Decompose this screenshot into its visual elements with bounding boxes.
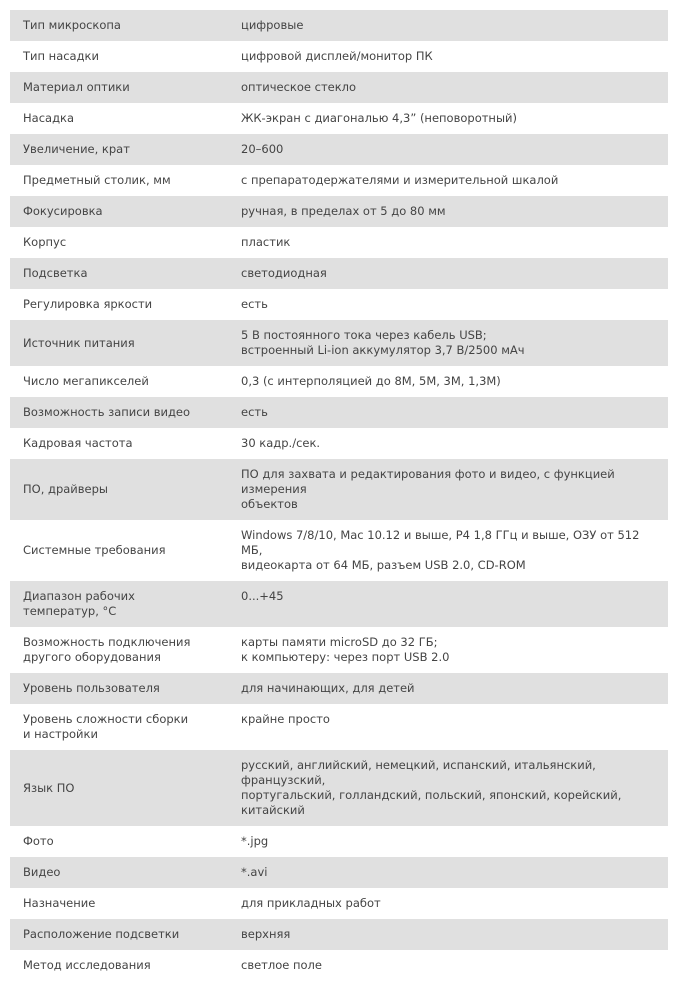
spec-row xyxy=(10,165,668,196)
spec-label-line: Возможность подключения xyxy=(23,635,191,649)
spec-label xyxy=(10,581,231,627)
spec-value xyxy=(231,520,668,581)
spec-value-line: крайне просто xyxy=(241,712,330,726)
spec-value-line: ручная, в пределах от 5 до 80 мм xyxy=(241,204,446,218)
spec-label xyxy=(10,196,231,227)
spec-row xyxy=(10,134,668,165)
spec-value-line: пластик xyxy=(241,235,291,249)
spec-value xyxy=(231,134,668,165)
spec-row xyxy=(10,627,668,673)
spec-row xyxy=(10,227,668,258)
spec-label xyxy=(10,134,231,165)
spec-value xyxy=(231,627,668,673)
spec-value xyxy=(231,196,668,227)
spec-row xyxy=(10,459,668,520)
spec-value-line: светодиодная xyxy=(241,266,327,280)
spec-row xyxy=(10,397,668,428)
spec-value-line: цифровые xyxy=(241,18,304,32)
spec-label xyxy=(10,165,231,196)
spec-label xyxy=(10,41,231,72)
spec-label-line: Фокусировка xyxy=(23,204,103,218)
spec-label xyxy=(10,320,231,366)
spec-value-line: цифровой дисплей/монитор ПК xyxy=(241,49,433,63)
spec-row xyxy=(10,10,668,41)
spec-label-line: Тип насадки xyxy=(23,49,99,63)
spec-label-line: Насадка xyxy=(23,111,75,125)
spec-label xyxy=(10,258,231,289)
spec-value-line: 20–600 xyxy=(241,142,284,156)
spec-label-line: Источник питания xyxy=(23,335,135,350)
spec-value-line: есть xyxy=(241,297,268,311)
spec-value xyxy=(231,103,668,134)
spec-value-line: 0,3 (с интерполяцией до 8М, 5М, 3М, 1,3М) xyxy=(241,374,501,388)
spec-row xyxy=(10,289,668,320)
spec-label xyxy=(10,103,231,134)
spec-value-line: португальский, голландский, польский, японский, корейский, китайский xyxy=(241,788,622,817)
spec-label-line: Возможность записи видео xyxy=(23,405,191,419)
spec-label xyxy=(10,289,231,320)
spec-value-line: ПО для захвата и редактирования фото и видео, с функцией измерения xyxy=(241,467,615,496)
spec-label xyxy=(10,673,231,704)
spec-value xyxy=(231,857,668,888)
spec-row xyxy=(10,950,668,981)
spec-label-line: другого оборудования xyxy=(23,650,161,664)
spec-row xyxy=(10,888,668,919)
spec-label-line: Уровень пользователя xyxy=(23,681,160,695)
spec-value-line: к компьютеру: через порт USB 2.0 xyxy=(241,650,450,664)
spec-label xyxy=(10,366,231,397)
spec-label xyxy=(10,10,231,41)
spec-value xyxy=(231,673,668,704)
spec-value-line: объектов xyxy=(241,497,298,511)
spec-value xyxy=(231,72,668,103)
spec-value xyxy=(231,950,668,981)
spec-label-line: Увеличение, крат xyxy=(23,142,130,156)
spec-row xyxy=(10,428,668,459)
spec-row xyxy=(10,72,668,103)
spec-value-line: с препаратодержателями и измерительной шкалой xyxy=(241,173,559,187)
spec-label-line: ПО, драйверы xyxy=(23,482,109,496)
spec-value-line: для начинающих, для детей xyxy=(241,681,415,695)
spec-label-line: Диапазон рабочих xyxy=(23,589,135,603)
spec-label xyxy=(10,888,231,919)
spec-value xyxy=(231,10,668,41)
spec-value xyxy=(231,704,668,750)
spec-value-line: ЖК-экран с диагональю 4,3” (неповоротный) xyxy=(241,111,517,125)
spec-value-line: 5 В постоянного тока через кабель USB; xyxy=(241,328,487,342)
spec-label-line: Видео xyxy=(23,865,61,879)
spec-value-line: светлое поле xyxy=(241,958,322,972)
spec-value xyxy=(231,258,668,289)
spec-label-line: Уровень сложности сборки xyxy=(23,712,189,726)
specifications-table xyxy=(10,10,668,981)
spec-label-line: температур, °C xyxy=(23,604,117,618)
spec-label-line: Подсветка xyxy=(23,266,88,280)
spec-label xyxy=(10,950,231,981)
spec-label-line: Корпус xyxy=(23,235,67,249)
spec-value-line: 0...+45 xyxy=(241,589,284,603)
spec-row xyxy=(10,320,668,366)
spec-value xyxy=(231,428,668,459)
spec-label xyxy=(10,72,231,103)
spec-value-line: для прикладных работ xyxy=(241,896,381,910)
spec-value xyxy=(231,165,668,196)
spec-value-line: встроенный Li-ion аккумулятор 3,7 В/2500 мАч xyxy=(241,343,525,357)
spec-row xyxy=(10,366,668,397)
spec-label xyxy=(10,750,231,826)
spec-row xyxy=(10,826,668,857)
spec-value xyxy=(231,826,668,857)
spec-value xyxy=(231,750,668,826)
spec-value-line: русский, английский, немецкий, испанский, итальянский, французский, xyxy=(241,758,596,787)
spec-label-line: Системные требования xyxy=(23,543,166,557)
spec-label-line: Кадровая частота xyxy=(23,436,133,450)
spec-label-line: Тип микроскопа xyxy=(23,18,121,32)
spec-row xyxy=(10,196,668,227)
spec-label xyxy=(10,627,231,673)
spec-value xyxy=(231,320,668,366)
spec-value-line: *.jpg xyxy=(241,834,269,848)
spec-row xyxy=(10,103,668,134)
spec-row xyxy=(10,581,668,627)
spec-label xyxy=(10,428,231,459)
spec-value-line: есть xyxy=(241,405,268,419)
spec-value xyxy=(231,397,668,428)
spec-row xyxy=(10,704,668,750)
spec-label-line: Число мегапикселей xyxy=(23,374,149,388)
spec-value xyxy=(231,227,668,258)
spec-label xyxy=(10,520,231,581)
spec-label xyxy=(10,857,231,888)
spec-label-line: Предметный столик, мм xyxy=(23,173,171,187)
spec-row xyxy=(10,673,668,704)
spec-value-line: видеокарта от 64 МБ, разъем USB 2.0, CD-ROM xyxy=(241,558,526,572)
spec-value-line: карты памяти microSD до 32 ГБ; xyxy=(241,635,438,649)
spec-label-line: Материал оптики xyxy=(23,80,130,94)
spec-label xyxy=(10,826,231,857)
spec-row xyxy=(10,750,668,826)
spec-label xyxy=(10,459,231,520)
spec-row xyxy=(10,258,668,289)
spec-row xyxy=(10,41,668,72)
spec-row xyxy=(10,520,668,581)
spec-value-line: оптическое стекло xyxy=(241,80,357,94)
spec-value-line: *.avi xyxy=(241,865,268,879)
spec-label-line: Назначение xyxy=(23,896,96,910)
spec-value-line: верхняя xyxy=(241,927,291,941)
spec-label-line: Язык ПО xyxy=(23,780,75,795)
spec-value xyxy=(231,289,668,320)
spec-label-line: Фото xyxy=(23,834,54,848)
spec-label xyxy=(10,227,231,258)
spec-label-line: и настройки xyxy=(23,727,98,741)
spec-label xyxy=(10,704,231,750)
spec-value xyxy=(231,366,668,397)
spec-value xyxy=(231,41,668,72)
spec-value xyxy=(231,888,668,919)
spec-value xyxy=(231,459,668,520)
specifications-body xyxy=(10,10,668,981)
spec-row xyxy=(10,857,668,888)
spec-value-line: 30 кадр./сек. xyxy=(241,436,321,450)
spec-label xyxy=(10,397,231,428)
spec-label-line: Регулировка яркости xyxy=(23,297,153,311)
spec-label-line: Расположение подсветки xyxy=(23,927,180,941)
spec-label-line: Метод исследования xyxy=(23,958,151,972)
spec-value-line: Windows 7/8/10, Mac 10.12 и выше, P4 1,8 ГГц и выше, ОЗУ от 512 МБ, xyxy=(241,528,640,557)
spec-value xyxy=(231,581,668,627)
